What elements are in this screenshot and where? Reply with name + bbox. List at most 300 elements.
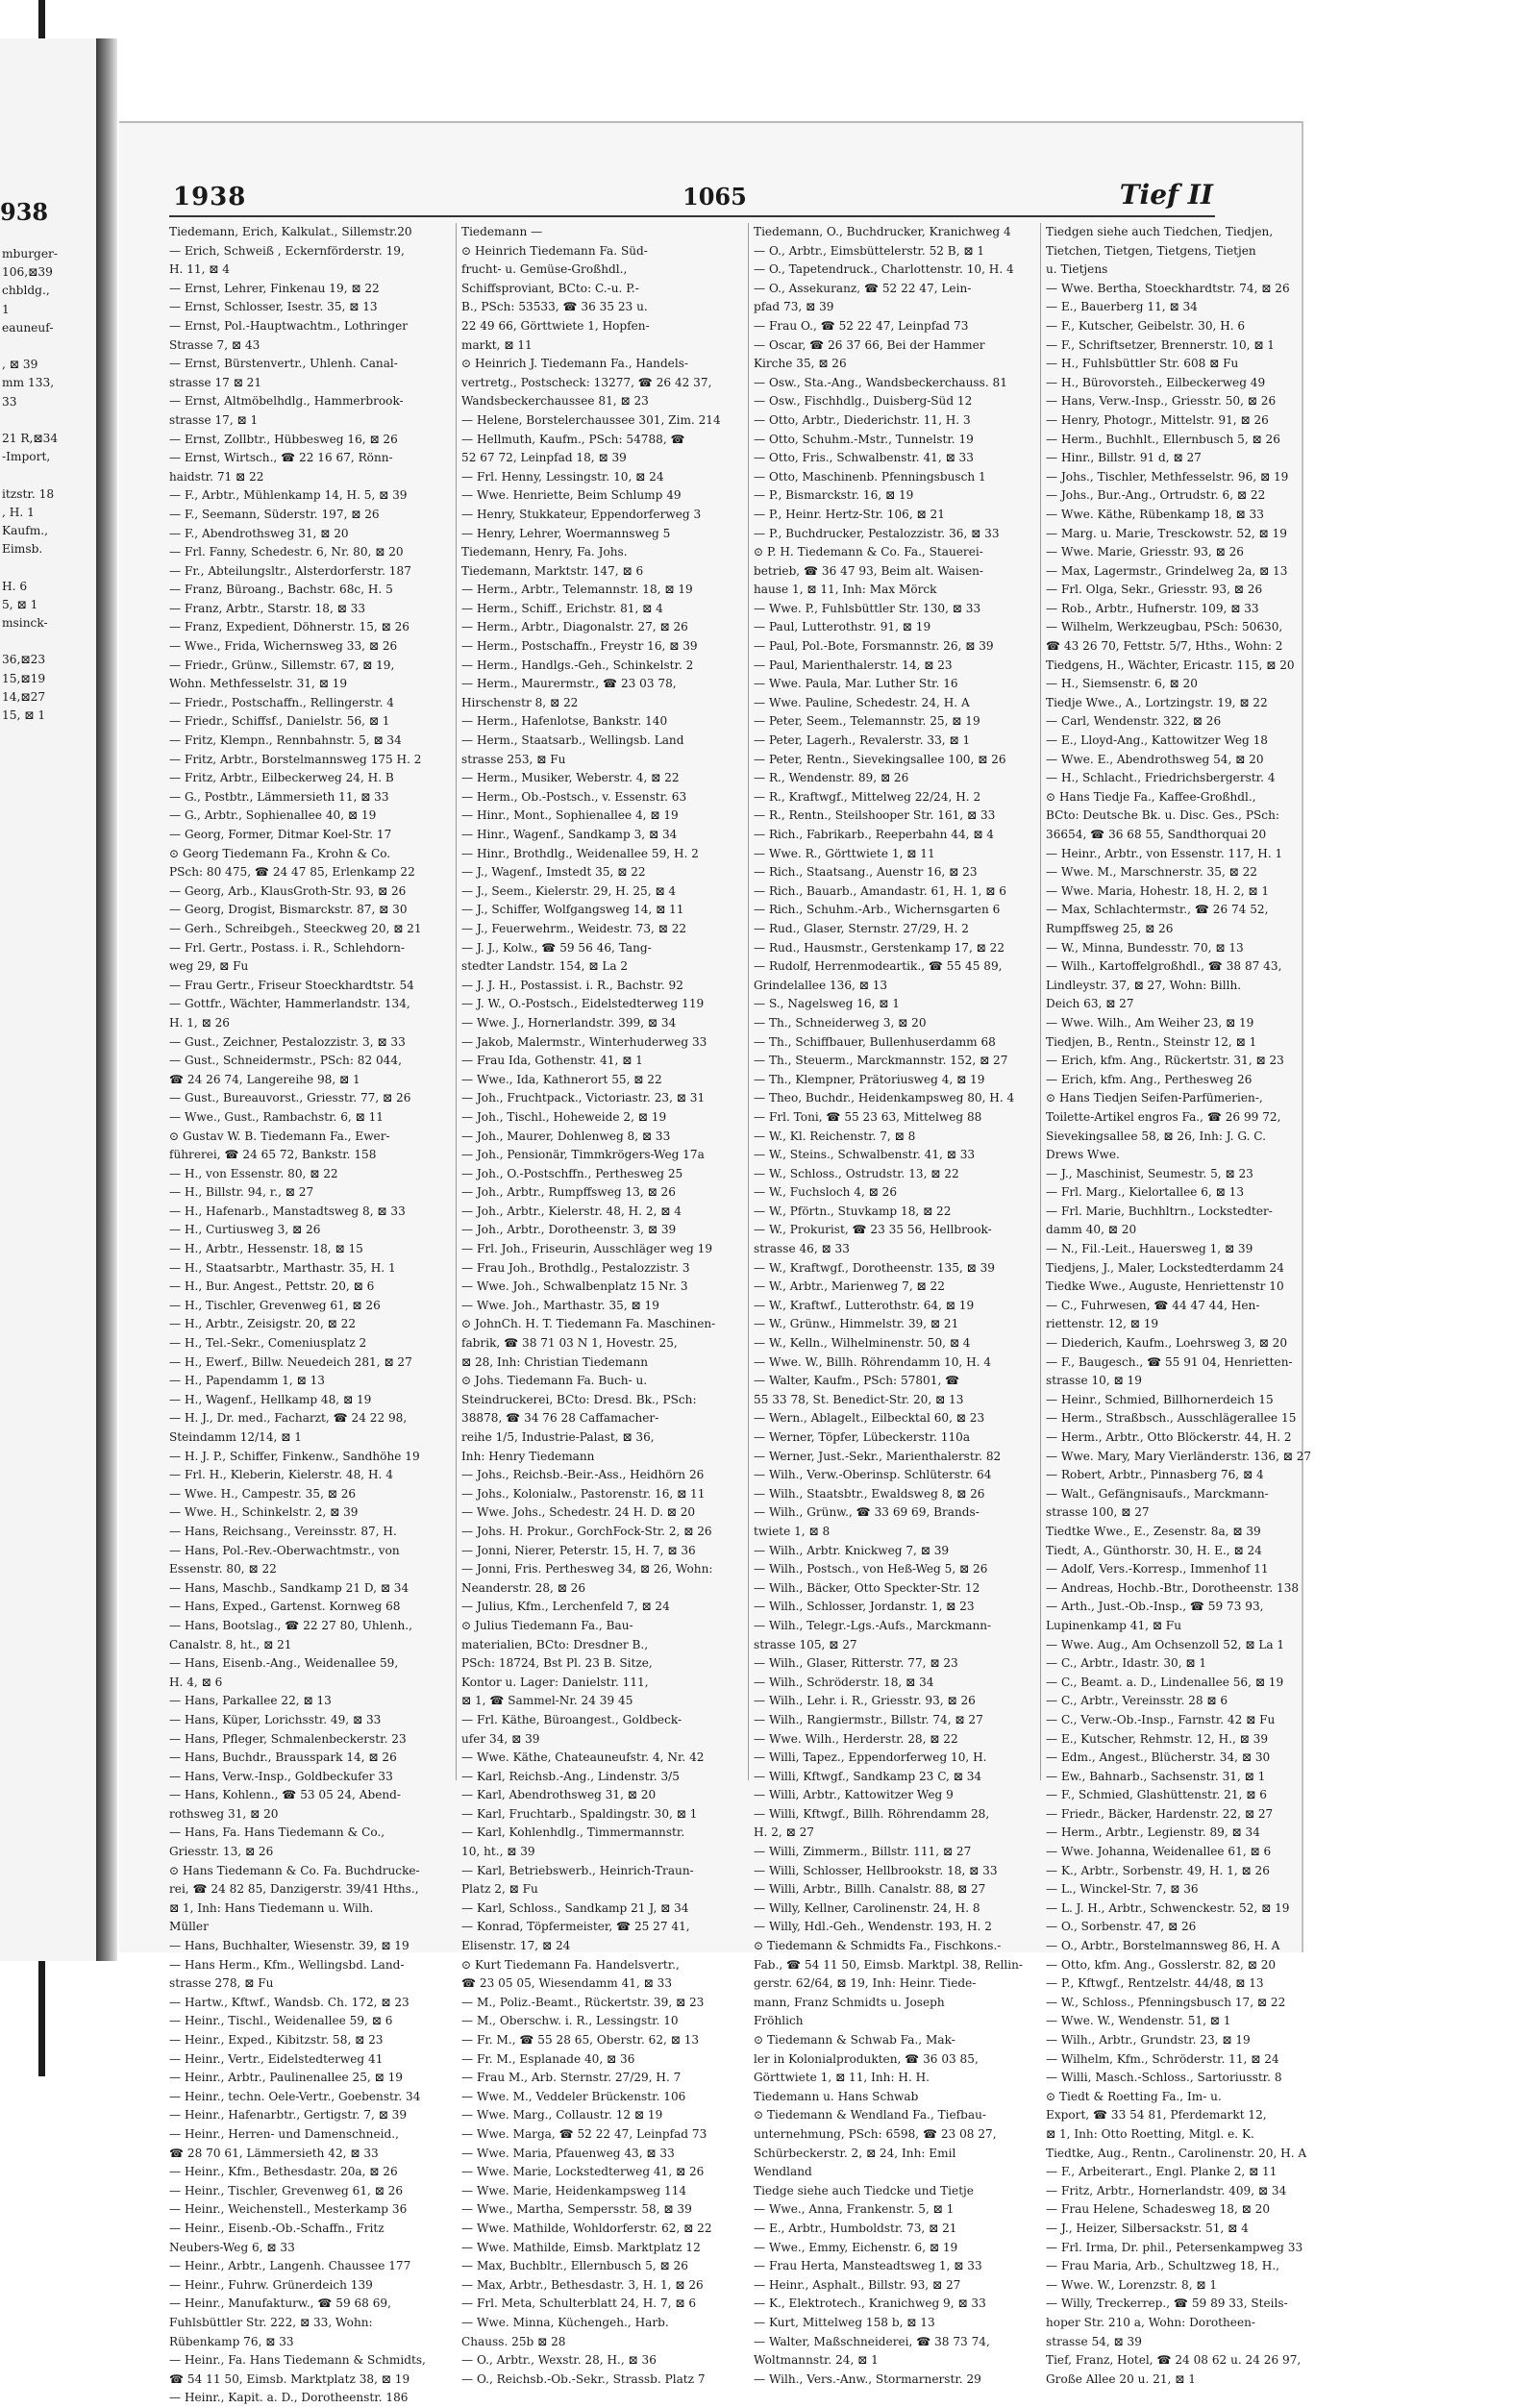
directory-entry-line: — E., Lloyd-Ang., Kattowitzer Weg 18: [1046, 733, 1268, 748]
directory-entry-line: strasse 46, ⊠ 33: [754, 1242, 850, 1256]
directory-entry-line: — W., Kraftwgf., Dorotheenstr. 135, ⊠ 39: [754, 1260, 995, 1275]
directory-entry-line: — Fritz, Arbtr., Hornerlandstr. 409, ⊠ 34: [1046, 2183, 1287, 2197]
directory-entry-line: — E., Bauerberg 11, ⊠ 34: [1046, 300, 1198, 314]
directory-entry-line: — F., Baugesch., ☎ 55 91 04, Henrietten-: [1046, 1354, 1293, 1369]
directory-entry-line: — Henry, Stukkateur, Eppendorferweg 3: [461, 507, 702, 521]
directory-entry-line: PSch: 80 475, ☎ 24 47 85, Erlenkamp 22: [169, 865, 415, 880]
previous-page-line: 5, ⊠ 1: [2, 597, 38, 611]
directory-entry-line: — Herm., Buchhlt., Ellernbusch 5, ⊠ 26: [1046, 432, 1280, 446]
directory-entry-line: — Hinr., Wagenf., Sandkamp 3, ⊠ 34: [461, 828, 678, 841]
directory-entry-line: — O., Tapetendruck., Charlottenstr. 10, H. 4: [754, 262, 1014, 277]
directory-entry-line: Schiffsproviant, BCto: C.-u. P.-: [461, 281, 639, 295]
directory-entry-line: gerstr. 62/64, ⊠ 19, Inh: Heinr. Tiede-: [754, 1976, 977, 1991]
directory-entry-line: Tiedemann, O., Buchdrucker, Kranichweg 4: [754, 225, 1011, 238]
previous-page-line: 14,⊠27: [2, 689, 46, 704]
directory-entry-line: — Heinr., Arbtr., von Essenstr. 117, H. 1: [1046, 846, 1283, 860]
directory-entry-line: — Wwe. W., Lorenzstr. 8, ⊠ 1: [1046, 2277, 1218, 2292]
directory-entry-line: ⊙ Gustav W. B. Tiedemann Fa., Ewer-: [169, 1129, 390, 1143]
directory-entry-line: Export, ☎ 33 54 81, Pferdemarkt 12,: [1046, 2108, 1267, 2123]
directory-entry-line: ⊙ Hans Tiedjen Seifen-Parfümerien-,: [1046, 1091, 1263, 1105]
directory-entry-line: — Rud., Glaser, Sternstr. 27/29, H. 2: [754, 921, 969, 935]
directory-entry-line: — Frau Gertr., Friseur Stoeckhardtstr. 54: [169, 978, 414, 992]
directory-entry-line: ⊠ 1, Inh: Otto Roetting, Mitgl. e. K.: [1046, 2126, 1254, 2141]
directory-entry-line: Wohn. Methfesselstr. 31, ⊠ 19: [169, 677, 348, 691]
directory-entry-line: stedter Landstr. 154, ⊠ La 2: [461, 959, 629, 974]
directory-entry-line: — W., Kl. Reichenstr. 7, ⊠ 8: [754, 1129, 916, 1143]
previous-page-line: H. 6: [2, 579, 28, 593]
directory-entry-line: — R., Rentn., Steilshooper Str. 161, ⊠ 33: [754, 808, 996, 823]
directory-entry-line: H. 4, ⊠ 6: [169, 1675, 223, 1689]
directory-entry-line: — Karl, Schloss., Sandkamp 21 J, ⊠ 34: [461, 1900, 689, 1915]
directory-entry-line: — R., Kraftwgf., Mittelweg 22/24, H. 2: [754, 789, 981, 804]
running-head: Tief II: [1119, 179, 1213, 211]
directory-entry-line: ⊠ 1, ☎ Sammel-Nr. 24 39 45: [461, 1694, 633, 1708]
directory-entry-line: Steindamm 12/14, ⊠ 1: [169, 1430, 302, 1444]
directory-entry-line: — Heinr., Arbtr., Langenh. Chaussee 177: [169, 2259, 411, 2273]
directory-entry-line: — Fritz, Klempn., Rennbahnstr. 5, ⊠ 34: [169, 733, 402, 748]
directory-entry-line: — W., Schloss., Ostrudstr. 13, ⊠ 22: [754, 1166, 959, 1180]
directory-entry-line: — Hartw., Kftwf., Wandsb. Ch. 172, ⊠ 23: [169, 1995, 409, 2009]
directory-entry-line: ufer 34, ⊠ 39: [461, 1731, 540, 1746]
directory-entry-line: ⊙ Hans Tiedemann & Co. Fa. Buchdrucke-: [169, 1863, 420, 1877]
directory-entry-line: — W., Kelln., Wilhelminenstr. 50, ⊠ 4: [754, 1336, 971, 1351]
directory-entry-line: — Heinr., Tischler, Grevenweg 61, ⊠ 26: [169, 2183, 404, 2197]
directory-entry-line: Lindleystr. 37, ⊠ 27, Wohn: Billh.: [1046, 978, 1242, 992]
directory-entry-line: Drews Wwe.: [1046, 1148, 1120, 1162]
directory-entry-line: — C., Arbtr., Vereinsstr. 28 ⊠ 6: [1046, 1694, 1228, 1708]
directory-entry-line: Tiedje Wwe., A., Lortzingstr. 19, ⊠ 22: [1046, 695, 1268, 709]
directory-entry-line: — J. W., O.-Postsch., Eidelstedterweg 119: [461, 997, 705, 1011]
directory-entry-line: — Ernst, Pol.-Hauptwachtm., Lothringer: [169, 318, 409, 333]
previous-page-line: -Import,: [2, 450, 51, 464]
directory-entry-line: — Hans, Kohlenn., ☎ 53 05 24, Abend-: [169, 1788, 401, 1802]
directory-entry-line: — Ernst, Zollbtr., Hübbesweg 16, ⊠ 26: [169, 432, 398, 446]
directory-entry-line: — W., Arbtr., Marienweg 7, ⊠ 22: [754, 1279, 945, 1294]
directory-entry-line: — Wwe. W., Wendenstr. 51, ⊠ 1: [1046, 2014, 1231, 2028]
directory-entry-line: — Hans, Parkallee 22, ⊠ 13: [169, 1694, 332, 1708]
directory-entry-line: — Georg, Drogist, Bismarckstr. 87, ⊠ 30: [169, 903, 408, 917]
directory-entry-line: — L., Winckel-Str. 7, ⊠ 36: [1046, 1882, 1199, 1897]
directory-entry-line: fabrik, ☎ 38 71 03 N 1, Hovestr. 25,: [461, 1336, 678, 1351]
directory-entry-line: BCto: Deutsche Bk. u. Disc. Ges., PSch:: [1046, 808, 1279, 823]
directory-entry-line: — C., Beamt. a. D., Lindenallee 56, ⊠ 19: [1046, 1675, 1284, 1689]
directory-entry-line: — H., Staatsarbtr., Marthastr. 35, H. 1: [169, 1260, 396, 1275]
directory-entry-line: — Heinr., Weichenstell., Mesterkamp 36: [169, 2202, 408, 2217]
directory-entry-line: — Wwe. E., Abendrothsweg 54, ⊠ 20: [1046, 752, 1264, 766]
directory-entry-line: 22 49 66, Görttwiete 1, Hopfen-: [461, 318, 650, 333]
directory-entry-line: — Wilh., Lehr. i. R., Griesstr. 93, ⊠ 26: [754, 1694, 976, 1708]
directory-entry-line: — Wilhelm, Werkzeugbau, PSch: 50630,: [1046, 620, 1283, 634]
directory-entry-line: — Herm., Staatsarb., Wellingsb. Land: [461, 733, 684, 748]
directory-entry-line: — Fritz, Arbtr., Borstelmannsweg 175 H. 2: [169, 752, 422, 766]
directory-entry-line: — Hans, Pfleger, Schmalenbeckerstr. 23: [169, 1731, 407, 1746]
directory-entry-line: — Wilh., Glaser, Ritterstr. 77, ⊠ 23: [754, 1656, 958, 1671]
directory-entry-line: — Frau O., ☎ 52 22 47, Leinpfad 73: [754, 318, 969, 333]
directory-entry-line: — H., Schlacht., Friedrichsbergerstr. 4: [1046, 771, 1276, 785]
directory-entry-line: — W., Prokurist, ☎ 23 35 56, Hellbrook-: [754, 1223, 992, 1237]
directory-entry-line: rothsweg 31, ⊠ 20: [169, 1806, 279, 1821]
directory-entry-line: ☎ 28 70 61, Lämmersieth 42, ⊠ 33: [169, 2146, 379, 2160]
directory-entry-line: — H., Tel.-Sekr., Comeniusplatz 2: [169, 1336, 367, 1351]
directory-entry-line: — Wilh., Staatsbtr., Ewaldsweg 8, ⊠ 26: [754, 1486, 985, 1501]
directory-entry-line: — Franz, Büroang., Bachstr. 68c, H. 5: [169, 583, 393, 597]
directory-entry-line: — H., Bürovorsteh., Eilbeckerweg 49: [1046, 375, 1266, 389]
directory-entry-line: — Otto, kfm. Ang., Gosslerstr. 82, ⊠ 20: [1046, 1957, 1277, 1972]
directory-entry-line: Deich 63, ⊠ 27: [1046, 997, 1134, 1011]
directory-entry-line: — H., von Essenstr. 80, ⊠ 22: [169, 1166, 338, 1180]
directory-entry-line: — Hinr., Brothdlg., Weidenallee 59, H. 2: [461, 846, 699, 860]
directory-entry-line: — Max, Arbtr., Bethesdastr. 3, H. 1, ⊠ 26: [461, 2277, 704, 2292]
directory-entry-line: — Heinr., Hafenarbtr., Gertigstr. 7, ⊠ 39: [169, 2108, 408, 2123]
previous-page-line: itzstr. 18: [2, 486, 55, 501]
directory-entry-line: ⊠ 1, Inh: Hans Tiedemann u. Wilh.: [169, 1900, 374, 1915]
directory-entry-line: — Willi, Masch.-Schloss., Sartoriusstr. 8: [1046, 2071, 1282, 2085]
directory-entry-line: — P., Bismarckstr. 16, ⊠ 19: [754, 488, 914, 503]
directory-entry-line: — Frl. Käthe, Büroangest., Goldbeck-: [461, 1712, 682, 1726]
directory-entry-line: Kontor u. Lager: Danielstr. 111,: [461, 1675, 649, 1689]
directory-entry-line: Canalstr. 8, ht., ⊠ 21: [169, 1637, 292, 1651]
previous-page-line: [2, 337, 98, 356]
directory-entry-line: — Erich, kfm. Ang., Rückertstr. 31, ⊠ 23: [1046, 1054, 1284, 1068]
previous-page-line: Kaufm.,: [2, 524, 49, 538]
directory-entry-line: 36654, ☎ 36 68 55, Sandthorquai 20: [1046, 828, 1267, 841]
directory-entry-line: — Johs., Kolonialw., Pastorenstr. 16, ⊠ 11: [461, 1486, 706, 1501]
directory-entry-line: — Walter, Kaufm., PSch: 57801, ☎: [754, 1374, 960, 1388]
directory-entry-line: — F., Schriftsetzer, Brennerstr. 10, ⊠ 1: [1046, 337, 1275, 352]
directory-entry-line: — Herm., Schiff., Erichstr. 81, ⊠ 4: [461, 601, 663, 615]
directory-entry-line: — Rudolf, Herrenmodeartik., ☎ 55 45 89,: [754, 959, 1003, 974]
directory-entry-line: — Wwe. Käthe, Rübenkamp 18, ⊠ 33: [1046, 507, 1264, 521]
directory-entry-line: — E., Kutscher, Rehmstr. 12, H., ⊠ 39: [1046, 1731, 1269, 1746]
directory-entry-line: — Ernst, Wirtsch., ☎ 22 16 67, Rönn-: [169, 451, 393, 465]
directory-entry-line: — H., Arbtr., Zeisigstr. 20, ⊠ 22: [169, 1317, 357, 1331]
directory-entry-line: ⊙ Heinrich Tiedemann Fa. Süd-: [461, 243, 648, 258]
directory-entry-line: — Frl. Joh., Friseurin, Ausschläger weg 19: [461, 1242, 713, 1256]
directory-entry-line: Tiedemann, Erich, Kalkulat., Sillemstr.20: [169, 225, 412, 238]
directory-entry-line: — Willi, Zimmerm., Billstr. 111, ⊠ 27: [754, 1845, 972, 1859]
directory-entry-line: — C., Fuhrwesen, ☎ 44 47 44, Hen-: [1046, 1298, 1260, 1312]
directory-entry-line: — H., Arbtr., Hessenstr. 18, ⊠ 15: [169, 1242, 363, 1256]
directory-entry-line: — Frau M., Arb. Sternstr. 27/29, H. 7: [461, 2071, 682, 2085]
directory-entry-line: — W., Kraftwf., Lutterothstr. 64, ⊠ 19: [754, 1298, 975, 1312]
directory-entry-line: — Karl, Abendrothsweg 31, ⊠ 20: [461, 1788, 657, 1802]
directory-entry-line: strasse 278, ⊠ Fu: [169, 1976, 274, 1991]
directory-entry-line: vertretg., Postscheck: 13277, ☎ 26 42 37,: [461, 375, 712, 389]
directory-entry-line: — Ernst, Schlosser, Isestr. 35, ⊠ 13: [169, 300, 378, 314]
directory-entry-line: — Wwe., Anna, Frankenstr. 5, ⊠ 1: [754, 2202, 955, 2217]
directory-page: [119, 121, 1312, 2405]
directory-entry-line: — Wwe. Aug., Am Ochsenzoll 52, ⊠ La 1: [1046, 1637, 1285, 1651]
directory-entry-line: — Peter, Rentn., Sievekingsallee 100, ⊠ 26: [754, 752, 1006, 766]
directory-entry-line: — Joh., Pensionär, Timmkrögers-Weg 17a: [461, 1148, 705, 1162]
directory-entry-line: — Jakob, Malermstr., Winterhuderweg 33: [461, 1034, 707, 1049]
directory-entry-line: — Herm., Arbtr., Legienstr. 89, ⊠ 34: [1046, 1825, 1260, 1840]
directory-entry-line: — Wilh., Grünw., ☎ 33 69 69, Brands-: [754, 1505, 980, 1520]
directory-entry-line: — Johs., Reichsb.-Beir.-Ass., Heidhörn 26: [461, 1468, 705, 1482]
directory-entry-line: — Marg. u. Marie, Tresckowstr. 52, ⊠ 19: [1046, 526, 1287, 540]
directory-entry-line: — Fritz, Arbtr., Eilbeckerweg 24, H. B: [169, 771, 394, 785]
directory-entry-line: — Peter, Seem., Telemannstr. 25, ⊠ 19: [754, 714, 980, 729]
directory-entry-line: — Frl. Toni, ☎ 55 23 63, Mittelweg 88: [754, 1109, 982, 1124]
directory-entry-line: ⊙ Tiedemann & Schmidts Fa., Fischkons.-: [754, 1939, 1002, 1953]
directory-entry-line: — Heinr., Tischl., Weidenallee 59, ⊠ 6: [169, 2014, 393, 2028]
directory-entry-line: Tiedemann, Marktstr. 147, ⊠ 6: [461, 563, 644, 578]
directory-entry-line: — Frau Herta, Mansteadtsweg 1, ⊠ 33: [754, 2259, 982, 2273]
directory-entry-line: — M., Poliz.-Beamt., Rückertstr. 39, ⊠ 23: [461, 1995, 705, 2009]
directory-entry-line: — W., Steins., Schwalbenstr. 41, ⊠ 33: [754, 1148, 976, 1162]
directory-entry-line: Rumpffsweg 25, ⊠ 26: [1046, 921, 1174, 935]
directory-entry-line: — Jonni, Fris. Perthesweg 34, ⊠ 26, Wohn:: [461, 1562, 713, 1576]
directory-entry-line: — Frl. Irma, Dr. phil., Petersenkampweg 33: [1046, 2240, 1303, 2254]
directory-entry-line: strasse 10, ⊠ 19: [1046, 1374, 1142, 1388]
directory-entry-line: — Max, Buchbltr., Ellernbusch 5, ⊠ 26: [461, 2259, 688, 2273]
directory-entry-line: — Frl. Marg., Kielortallee 6, ⊠ 13: [1046, 1185, 1245, 1200]
directory-entry-line: Tiedjens, J., Maler, Lockstedterdamm 24: [1046, 1260, 1284, 1275]
directory-entry-line: — O., Arbtr., Wexstr. 28, H., ⊠ 36: [461, 2353, 657, 2368]
directory-entry-line: strasse 54, ⊠ 39: [1046, 2334, 1142, 2348]
previous-page-edge: [0, 38, 96, 1961]
directory-column-3: [754, 223, 1034, 2386]
directory-entry-line: — Wwe. Bertha, Stoeckhardtstr. 74, ⊠ 26: [1046, 281, 1290, 295]
directory-entry-line: — F., Seemann, Süderstr. 197, ⊠ 26: [169, 507, 380, 521]
directory-entry-line: — W., Pförtn., Stuvkamp 18, ⊠ 22: [754, 1204, 952, 1218]
directory-entry-line: Tiedgen siehe auch Tiedchen, Tiedjen,: [1046, 225, 1274, 238]
directory-entry-line: — Franz, Arbtr., Starstr. 18, ⊠ 33: [169, 601, 366, 615]
directory-entry-line: — Julius, Kfm., Lerchenfeld 7, ⊠ 24: [461, 1600, 670, 1614]
directory-entry-line: — Frl. Gertr., Postass. i. R., Schlehdorn-: [169, 940, 405, 955]
directory-entry-line: 38878, ☎ 34 76 28 Caffamacher-: [461, 1411, 659, 1426]
directory-entry-line: — Wwe. Johs., Schedestr. 24 H. D. ⊠ 20: [461, 1505, 696, 1520]
directory-entry-line: — Andreas, Hochb.-Btr., Dorotheenstr. 138: [1046, 1580, 1300, 1595]
directory-entry-line: — Heinr., Vertr., Eidelstedterweg 41: [169, 2051, 384, 2066]
directory-entry-line: Steindruckerei, BCto: Dresd. Bk., PSch:: [461, 1392, 697, 1406]
directory-entry-line: Elisenstr. 17, ⊠ 24: [461, 1939, 571, 1953]
directory-entry-line: — Friedr., Grünw., Sillemstr. 67, ⊠ 19,: [169, 658, 395, 672]
directory-entry-line: Grindelallee 136, ⊠ 13: [754, 978, 888, 992]
directory-entry-line: — Willi, Kftwgf., Sandkamp 23 C, ⊠ 34: [754, 1769, 982, 1783]
directory-entry-line: — H., Ewerf., Billw. Neuedeich 281, ⊠ 27: [169, 1354, 412, 1369]
directory-entry-line: mann, Franz Schmidts u. Joseph: [754, 1995, 945, 2009]
directory-entry-line: — J. J., Kolw., ☎ 59 56 46, Tang-: [461, 940, 652, 955]
directory-entry-line: — Heinr., Eisenb.-Ob.-Schaffn., Fritz: [169, 2221, 384, 2235]
directory-entry-line: unternehmung, PSch: 6598, ☎ 23 08 27,: [754, 2126, 997, 2141]
previous-page-line: 106,⊠39: [2, 265, 53, 280]
directory-entry-line: — F., Kutscher, Geibelstr. 30, H. 6: [1046, 318, 1246, 333]
directory-entry-line: — Heinr., Fa. Hans Tiedemann & Schmidts,: [169, 2353, 426, 2368]
directory-entry-line: ⊙ Heinrich J. Tiedemann Fa., Handels-: [461, 357, 688, 371]
directory-entry-line: — Frau Maria, Arb., Schultzweg 18, H.,: [1046, 2259, 1280, 2273]
directory-entry-line: — Osw., Fischhdlg., Duisberg-Süd 12: [754, 394, 973, 409]
directory-entry-line: — Fr. M., ☎ 55 28 65, Oberstr. 62, ⊠ 13: [461, 2033, 700, 2047]
directory-entry-line: ☎ 24 26 74, Langereihe 98, ⊠ 1: [169, 1072, 360, 1086]
directory-entry-line: — Friedr., Schiffsf., Danielstr. 56, ⊠ 1: [169, 714, 390, 729]
directory-entry-line: — H., Wagenf., Hellkamp 48, ⊠ 19: [169, 1392, 372, 1406]
directory-entry-line: — Willy, Kellner, Carolinenstr. 24, H. 8: [754, 1900, 980, 1915]
directory-entry-line: — Heinr., Fuhrw. Grünerdeich 139: [169, 2277, 373, 2292]
directory-entry-line: — Friedr., Bäcker, Hardenstr. 22, ⊠ 27: [1046, 1806, 1274, 1821]
directory-entry-line: — Th., Klempner, Prätoriusweg 4, ⊠ 19: [754, 1072, 985, 1086]
directory-entry-line: — O., Assekuranz, ☎ 52 22 47, Lein-: [754, 281, 972, 295]
directory-entry-line: hoper Str. 210 a, Wohn: Dorotheen-: [1046, 2315, 1255, 2329]
directory-entry-line: — Walter, Maßschneiderei, ☎ 38 73 74,: [754, 2334, 990, 2348]
directory-entry-line: Tiedemann u. Hans Schwab: [754, 2089, 919, 2103]
directory-entry-line: — Joh., Arbtr., Kielerstr. 48, H. 2, ⊠ 4: [461, 1204, 682, 1218]
previous-page-text: [2, 245, 98, 725]
directory-entry-line: ⊙ Kurt Tiedemann Fa. Handelsvertr.,: [461, 1957, 680, 1972]
directory-entry-line: ⊙ Tiedemann & Wendland Fa., Tiefbau-: [754, 2108, 986, 2123]
directory-entry-line: ⊙ JohnCh. H. T. Tiedemann Fa. Maschinen-: [461, 1317, 716, 1331]
directory-entry-line: — P., Heinr. Hertz-Str. 106, ⊠ 21: [754, 507, 945, 521]
directory-entry-line: Chauss. 25b ⊠ 28: [461, 2334, 566, 2348]
directory-entry-line: — Henry, Lehrer, Woermannsweg 5: [461, 526, 671, 540]
directory-entry-line: — Hans Herm., Kfm., Wellingsbd. Land-: [169, 1957, 405, 1972]
directory-entry-line: Tiedtke Wwe., E., Zesenstr. 8a, ⊠ 39: [1046, 1524, 1261, 1538]
directory-entry-line: 55 33 78, St. Benedict-Str. 20, ⊠ 13: [754, 1392, 964, 1406]
directory-entry-line: strasse 253, ⊠ Fu: [461, 752, 566, 766]
directory-entry-line: — Gust., Bureauvorst., Griesstr. 77, ⊠ 26: [169, 1091, 411, 1105]
directory-entry-line: — Rich., Schuhm.-Arb., Wichernsgarten 6: [754, 903, 1001, 917]
directory-entry-line: — Otto, Fris., Schwalbenstr. 41, ⊠ 33: [754, 451, 974, 465]
directory-entry-line: — H., Tischler, Grevenweg 61, ⊠ 26: [169, 1298, 381, 1312]
directory-entry-line: Tiedtke, Aug., Rentn., Carolinenstr. 20, H. A: [1046, 2146, 1307, 2160]
directory-entry-line: — Heinr., Arbtr., Paulinenallee 25, ⊠ 19: [169, 2071, 403, 2085]
directory-entry-line: — J., Schiffer, Wolfgangsweg 14, ⊠ 11: [461, 903, 684, 917]
directory-entry-line: — Osw., Sta.-Ang., Wandsbeckerchauss. 81: [754, 375, 1007, 389]
directory-entry-line: — Karl, Betriebswerb., Heinrich-Traun-: [461, 1863, 694, 1877]
directory-entry-line: — Wwe. H., Schinkelstr. 2, ⊠ 39: [169, 1505, 359, 1520]
directory-entry-line: Schürbeckerstr. 2, ⊠ 24, Inh: Emil: [754, 2146, 956, 2160]
directory-entry-line: — Th., Steuerm., Marckmannstr. 152, ⊠ 27: [754, 1054, 1008, 1068]
directory-entry-line: — Rich., Staatsang., Auenstr 16, ⊠ 23: [754, 865, 978, 880]
directory-entry-line: — Gottfr., Wächter, Hammerlandstr. 134,: [169, 997, 410, 1011]
directory-entry-line: — Wilh., Arbtr., Grundstr. 23, ⊠ 19: [1046, 2033, 1251, 2047]
page-year: 1938: [173, 183, 247, 211]
directory-entry-line: — Wwe. Mathilde, Eimsb. Marktplatz 12: [461, 2240, 701, 2254]
directory-entry-line: — Wwe. Käthe, Chateauneufstr. 4, Nr. 42: [461, 1750, 705, 1765]
directory-entry-line: — Wwe., Ida, Kathnerort 55, ⊠ 22: [461, 1072, 662, 1086]
directory-entry-line: — Wwe. Mary, Mary Vierländerstr. 136, ⊠ 27: [1046, 1449, 1312, 1463]
directory-entry-line: — Hans, Eisenb.-Ang., Weidenallee 59,: [169, 1656, 399, 1671]
previous-page-header: 938: [0, 198, 49, 226]
directory-entry-line: — Arth., Just.-Ob.-Insp., ☎ 59 73 93,: [1046, 1600, 1264, 1614]
directory-entry-line: rei, ☎ 24 82 85, Danzigerstr. 39/41 Hths.,: [169, 1882, 419, 1897]
directory-entry-line: damm 40, ⊠ 20: [1046, 1223, 1137, 1237]
directory-entry-line: — Oscar, ☎ 26 37 66, Bei der Hammer: [754, 337, 985, 352]
directory-entry-line: — O., Arbtr., Borstelmannsweg 86, H. A: [1046, 1939, 1280, 1953]
directory-entry-line: — Hans, Verw.-Insp., Goldbeckufer 33: [169, 1769, 393, 1783]
directory-entry-line: — Wwe., Frida, Wichernsweg 33, ⊠ 26: [169, 639, 398, 654]
directory-entry-line: — O., Sorbenstr. 47, ⊠ 26: [1046, 1920, 1197, 1934]
directory-entry-line: Sievekingsallee 58, ⊠ 26, Inh: J. G. C.: [1046, 1129, 1266, 1143]
directory-column-2: [461, 223, 742, 2386]
directory-entry-line: — Willy, Hdl.-Geh., Wendenstr. 193, H. 2: [754, 1920, 992, 1934]
previous-page-line: chbldg.,: [2, 284, 50, 298]
directory-entry-line: — G., Postbtr., Lämmersieth 11, ⊠ 33: [169, 789, 389, 804]
directory-entry-line: ⊙ Georg Tiedemann Fa., Krohn & Co.: [169, 846, 391, 860]
directory-entry-line: — R., Wendenstr. 89, ⊠ 26: [754, 771, 909, 785]
directory-entry-line: — Franz, Expedient, Döhnerstr. 15, ⊠ 26: [169, 620, 409, 634]
directory-entry-line: Fuhlsbüttler Str. 222, ⊠ 33, Wohn:: [169, 2315, 373, 2329]
directory-entry-line: Fab., ☎ 54 11 50, Eimsb. Marktpl. 38, Rellin-: [754, 1957, 1023, 1972]
directory-entry-line: — P., Buchdrucker, Pestalozzistr. 36, ⊠ 33: [754, 526, 1000, 540]
directory-entry-line: — Erich, kfm. Ang., Perthesweg 26: [1046, 1072, 1253, 1086]
directory-entry-line: — Heinr., Asphalt., Billstr. 93, ⊠ 27: [754, 2277, 961, 2292]
directory-entry-line: — Wwe. Maria, Hohestr. 18, H. 2, ⊠ 1: [1046, 883, 1270, 898]
directory-entry-line: — Willi, Tapez., Eppendorferweg 10, H.: [754, 1750, 987, 1765]
directory-entry-line: — Walt., Gefängnisaufs., Marckmann-: [1046, 1486, 1269, 1501]
directory-entry-line: — J., Maschinist, Seumestr. 5, ⊠ 23: [1046, 1166, 1253, 1180]
column-divider: [1040, 223, 1041, 1780]
directory-entry-line: — Wilh., Arbtr. Knickweg 7, ⊠ 39: [754, 1543, 950, 1557]
directory-entry-line: — Kurt, Mittelweg 158 b, ⊠ 13: [754, 2315, 935, 2329]
directory-entry-line: — Herm., Handlgs.-Geh., Schinkelstr. 2: [461, 658, 694, 672]
directory-entry-line: führerei, ☎ 24 65 72, Bankstr. 158: [169, 1148, 377, 1162]
directory-entry-line: Tiedemann —: [461, 225, 543, 238]
directory-entry-line: — Hans, Reichsang., Vereinsstr. 87, H.: [169, 1524, 397, 1538]
previous-page-line: [2, 559, 98, 577]
directory-entry-line: — Karl, Reichsb.-Ang., Lindenstr. 3/5: [461, 1769, 680, 1783]
directory-entry-line: 52 67 72, Leinpfad 18, ⊠ 39: [461, 451, 627, 465]
directory-entry-line: riettenstr. 12, ⊠ 19: [1046, 1317, 1159, 1331]
column-divider: [456, 223, 457, 1780]
directory-entry-line: — Georg, Former, Ditmar Koel-Str. 17: [169, 828, 392, 841]
directory-entry-line: — Hans, Buchhalter, Wiesenstr. 39, ⊠ 19: [169, 1939, 409, 1953]
directory-entry-line: — Herm., Arbtr., Telemannstr. 18, ⊠ 19: [461, 583, 693, 597]
directory-entry-line: strasse 100, ⊠ 27: [1046, 1505, 1150, 1520]
directory-entry-line: — H., Hafenarb., Manstadtsweg 8, ⊠ 33: [169, 1204, 406, 1218]
directory-entry-line: — Hans, Pol.-Rev.-Oberwachtmstr., von: [169, 1543, 400, 1557]
directory-entry-line: — Georg, Arb., KlausGroth-Str. 93, ⊠ 26: [169, 883, 407, 898]
previous-page-line: 33: [2, 394, 17, 409]
directory-entry-line: — Joh., Maurer, Dohlenweg 8, ⊠ 33: [461, 1129, 671, 1143]
directory-entry-line: — C., Arbtr., Idastr. 30, ⊠ 1: [1046, 1656, 1207, 1671]
directory-entry-line: ⊙ Hans Tiedje Fa., Kaffee-Großhdl.,: [1046, 789, 1256, 804]
directory-entry-line: — Heinr., Manufakturw., ☎ 59 68 69,: [169, 2296, 391, 2311]
directory-entry-line: — G., Arbtr., Sophienallee 40, ⊠ 19: [169, 808, 377, 823]
directory-entry-line: — Frl. Marie, Buchhltrn., Lockstedter-: [1046, 1204, 1273, 1218]
directory-entry-line: — Robert, Arbtr., Pinnasberg 76, ⊠ 4: [1046, 1468, 1264, 1482]
directory-entry-line: — Joh., O.-Postschffn., Perthesweg 25: [461, 1166, 683, 1180]
previous-page-line: 1: [2, 302, 10, 316]
directory-entry-line: — Helene, Borstelerchaussee 301, Zim. 214: [461, 412, 721, 427]
directory-entry-line: — Wwe. Wilh., Herderstr. 28, ⊠ 22: [754, 1731, 958, 1746]
directory-entry-line: — Th., Schneiderweg 3, ⊠ 20: [754, 1015, 927, 1030]
directory-entry-line: Toilette-Artikel engros Fa., ☎ 26 99 72,: [1046, 1109, 1281, 1124]
directory-entry-line: — Hans, Küper, Lorichsstr. 49, ⊠ 33: [169, 1712, 382, 1726]
directory-entry-line: ⊙ Tiedemann & Schwab Fa., Mak-: [754, 2033, 955, 2047]
directory-entry-line: — Wwe. Henriette, Beim Schlump 49: [461, 488, 682, 503]
directory-entry-line: — Otto, Arbtr., Diederichstr. 11, H. 3: [754, 412, 971, 427]
directory-entry-line: — Wilh., Schröderstr. 18, ⊠ 34: [754, 1675, 934, 1689]
directory-entry-line: — Wwe. Johanna, Weidenallee 61, ⊠ 6: [1046, 1845, 1272, 1859]
directory-entry-line: — Karl, Kohlenhdlg., Timmermannstr.: [461, 1825, 685, 1840]
directory-entry-line: — Wwe. M., Veddeler Brückenstr. 106: [461, 2089, 686, 2103]
directory-entry-line: Woltmannstr. 24, ⊠ 1: [754, 2353, 879, 2368]
directory-entry-line: — Herm., Musiker, Weberstr. 4, ⊠ 22: [461, 771, 680, 785]
directory-entry-line: — Fr. M., Esplanade 40, ⊠ 36: [461, 2051, 635, 2066]
directory-entry-line: Görttwiete 1, ⊠ 11, Inh: H. H.: [754, 2071, 930, 2085]
directory-entry-line: — Wwe. Marie, Griesstr. 93, ⊠ 26: [1046, 545, 1244, 559]
directory-entry-line: ⊙ Tiedt & Roetting Fa., Im- u.: [1046, 2089, 1222, 2103]
directory-entry-line: betrieb, ☎ 36 47 93, Beim alt. Waisen-: [754, 563, 983, 578]
previous-page-line: [2, 411, 98, 430]
directory-entry-line: — F., Abendrothsweg 31, ⊠ 20: [169, 526, 349, 540]
previous-page-line: , H. 1: [2, 505, 35, 519]
directory-entry-line: ⊙ Julius Tiedemann Fa., Bau-: [461, 1618, 633, 1632]
directory-entry-line: — Hellmuth, Kaufm., PSch: 54788, ☎: [461, 432, 685, 446]
directory-entry-line: — Willi, Schlosser, Hellbrookstr. 18, ⊠ 33: [754, 1863, 998, 1877]
directory-entry-line: H. 11, ⊠ 4: [169, 262, 230, 277]
